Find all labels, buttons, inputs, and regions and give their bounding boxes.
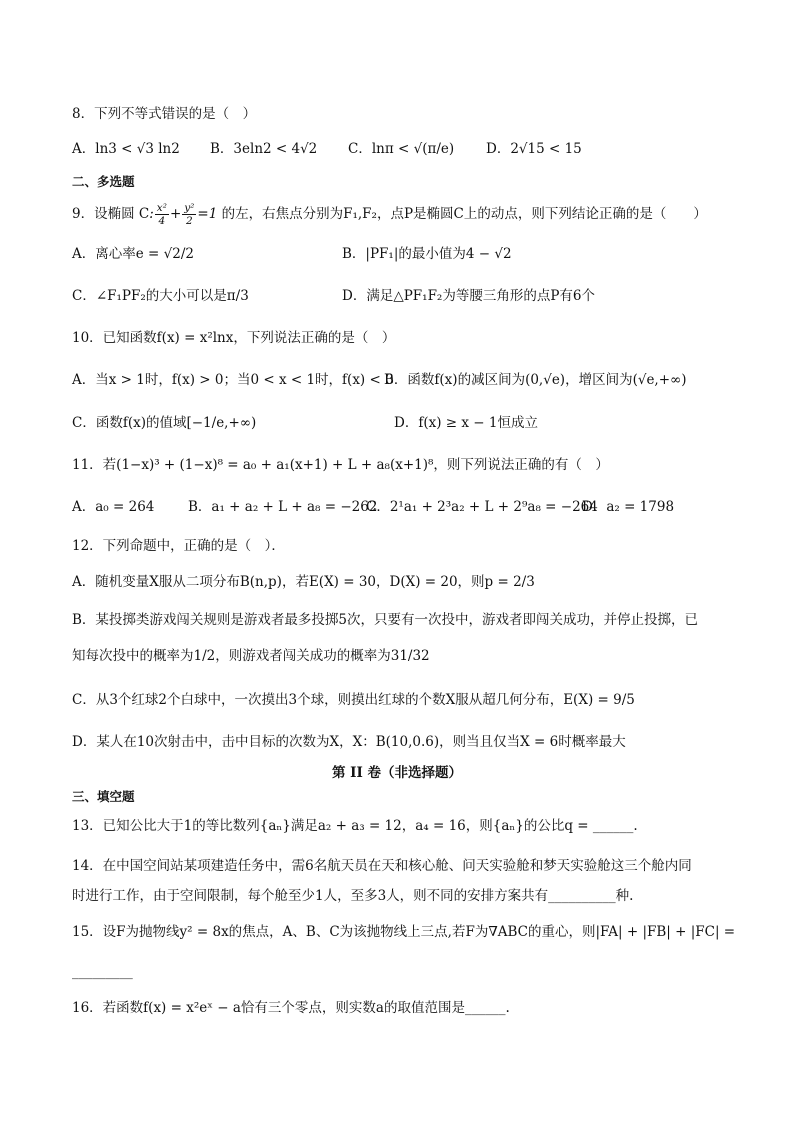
q14-line2: 时进行工作，由于空间限制，每个舱至少1人，至多3人，则不同的安排方案共有__________种. [72, 888, 634, 904]
section-heading-fill-in: 三、填空题 [72, 789, 135, 804]
q14-line1: 14．在中国空间站某项建造任务中，需6名航天员在天和核心舱、问天实验舱和梦天实验舱这三个舱内同 [72, 858, 692, 874]
q10-option-b: B．函数f(x)的减区间为(0,√e)，增区间为(√e,+∞) [384, 372, 687, 388]
q12-option-c: C．从3个红球2个白球中，一次摸出3个球，则摸出红球的个数X服从超几何分布，E(X) = 9/5 [72, 692, 635, 708]
q11-option-c: C．2¹a₁ + 2³a₂ + L + 2⁹a₈ = −264 [366, 499, 598, 515]
q9-stem-suffix: 的左，右焦点分别为F₁,F₂，点P是椭圆C上的动点，则下列结论正确的是（ ） [221, 206, 707, 222]
q10-option-c: C．函数f(x)的值域[−1/e,+∞) [72, 415, 257, 431]
q11-option-d: D．a₂ = 1798 [582, 499, 675, 515]
q9-option-b: B．|PF₁|的最小值为4 − √2 [342, 246, 512, 262]
q10-option-a: A．当x > 1时，f(x) > 0；当0 < x < 1时，f(x) < 0 [72, 372, 394, 388]
q16-text: 16．若函数f(x) = x²eˣ − a恰有三个零点，则实数a的取值范围是______. [72, 1000, 510, 1016]
section-heading-multiple-choice: 二、多选题 [72, 174, 135, 189]
q15-line1: 15．设F为抛物线y² = 8x的焦点，A、B、C为该抛物线上三点,若F为∇ABC的重心，则|FA| + |FB| + |FC| = [72, 924, 736, 940]
q15-answer-blank: _________ [72, 964, 133, 980]
q8-option-b: B．3eln2 < 4√2 [210, 141, 318, 157]
q11-option-a: A．a₀ = 264 [72, 499, 155, 515]
part-two-heading: 第 II 卷（非选择题） [331, 765, 463, 781]
q12-option-a: A．随机变量X服从二项分布B(n,p)，若E(X) = 30，D(X) = 20，则p = 2/3 [72, 574, 535, 590]
ellipse-equation: C: $\frac{\text{x²}}{4}$ + $\frac{\text{y²}}{2}$ =1 [138, 202, 218, 227]
q12-option-d: D．某人在10次射击中，击中目标的次数为X，X：B(10,0.6)，则当且仅当X = 6时概率最大 [72, 734, 626, 750]
q11-stem: 11．若(1−x)³ + (1−x)⁸ = a₀ + a₁(x+1) + L + a₈(x+1)⁸，则下列说法正确的有（ ） [72, 457, 609, 473]
q13-text: 13．已知公比大于1的等比数列{aₙ}满足a₂ + a₃ = 12，a₄ = 16，则{aₙ}的公比q = ______. [72, 818, 638, 834]
q8-option-c: C．lnπ < √(π/e) [348, 141, 455, 157]
q11-option-b: B．a₁ + a₂ + L + a₈ = −262 [188, 499, 378, 515]
q9-stem [72, 202, 707, 227]
q12-option-b-line1: B．某投掷类游戏闯关规则是游戏者最多投掷5次，只要有一次投中，游戏者即闯关成功，并停止投掷，已 [72, 612, 699, 628]
q8-stem: 8．下列不等式错误的是（ ） [72, 106, 257, 122]
q8-option-d: D．2√15 < 15 [486, 141, 582, 157]
q12-option-b-line2: 知每次投中的概率为1/2，则游戏者闯关成功的概率为31/32 [72, 648, 430, 664]
q9-option-a: A．离心率e = √2/2 [72, 246, 194, 262]
q9-option-c: C．∠F₁PF₂的大小可以是π/3 [72, 288, 249, 304]
q10-stem: 10．已知函数f(x) = x²lnx，下列说法正确的是（ ） [72, 330, 396, 346]
q10-option-d: D．f(x) ≥ x − 1恒成立 [394, 415, 538, 431]
q8-option-a: A．ln3 < √3 ln2 [72, 141, 180, 157]
q12-stem: 12．下列命题中，正确的是（ ）． [72, 538, 285, 554]
q9-option-d: D．满足△PF₁F₂为等腰三角形的点P有6个 [342, 288, 596, 304]
q9-stem-prefix: 9．设椭圆 [72, 206, 135, 222]
